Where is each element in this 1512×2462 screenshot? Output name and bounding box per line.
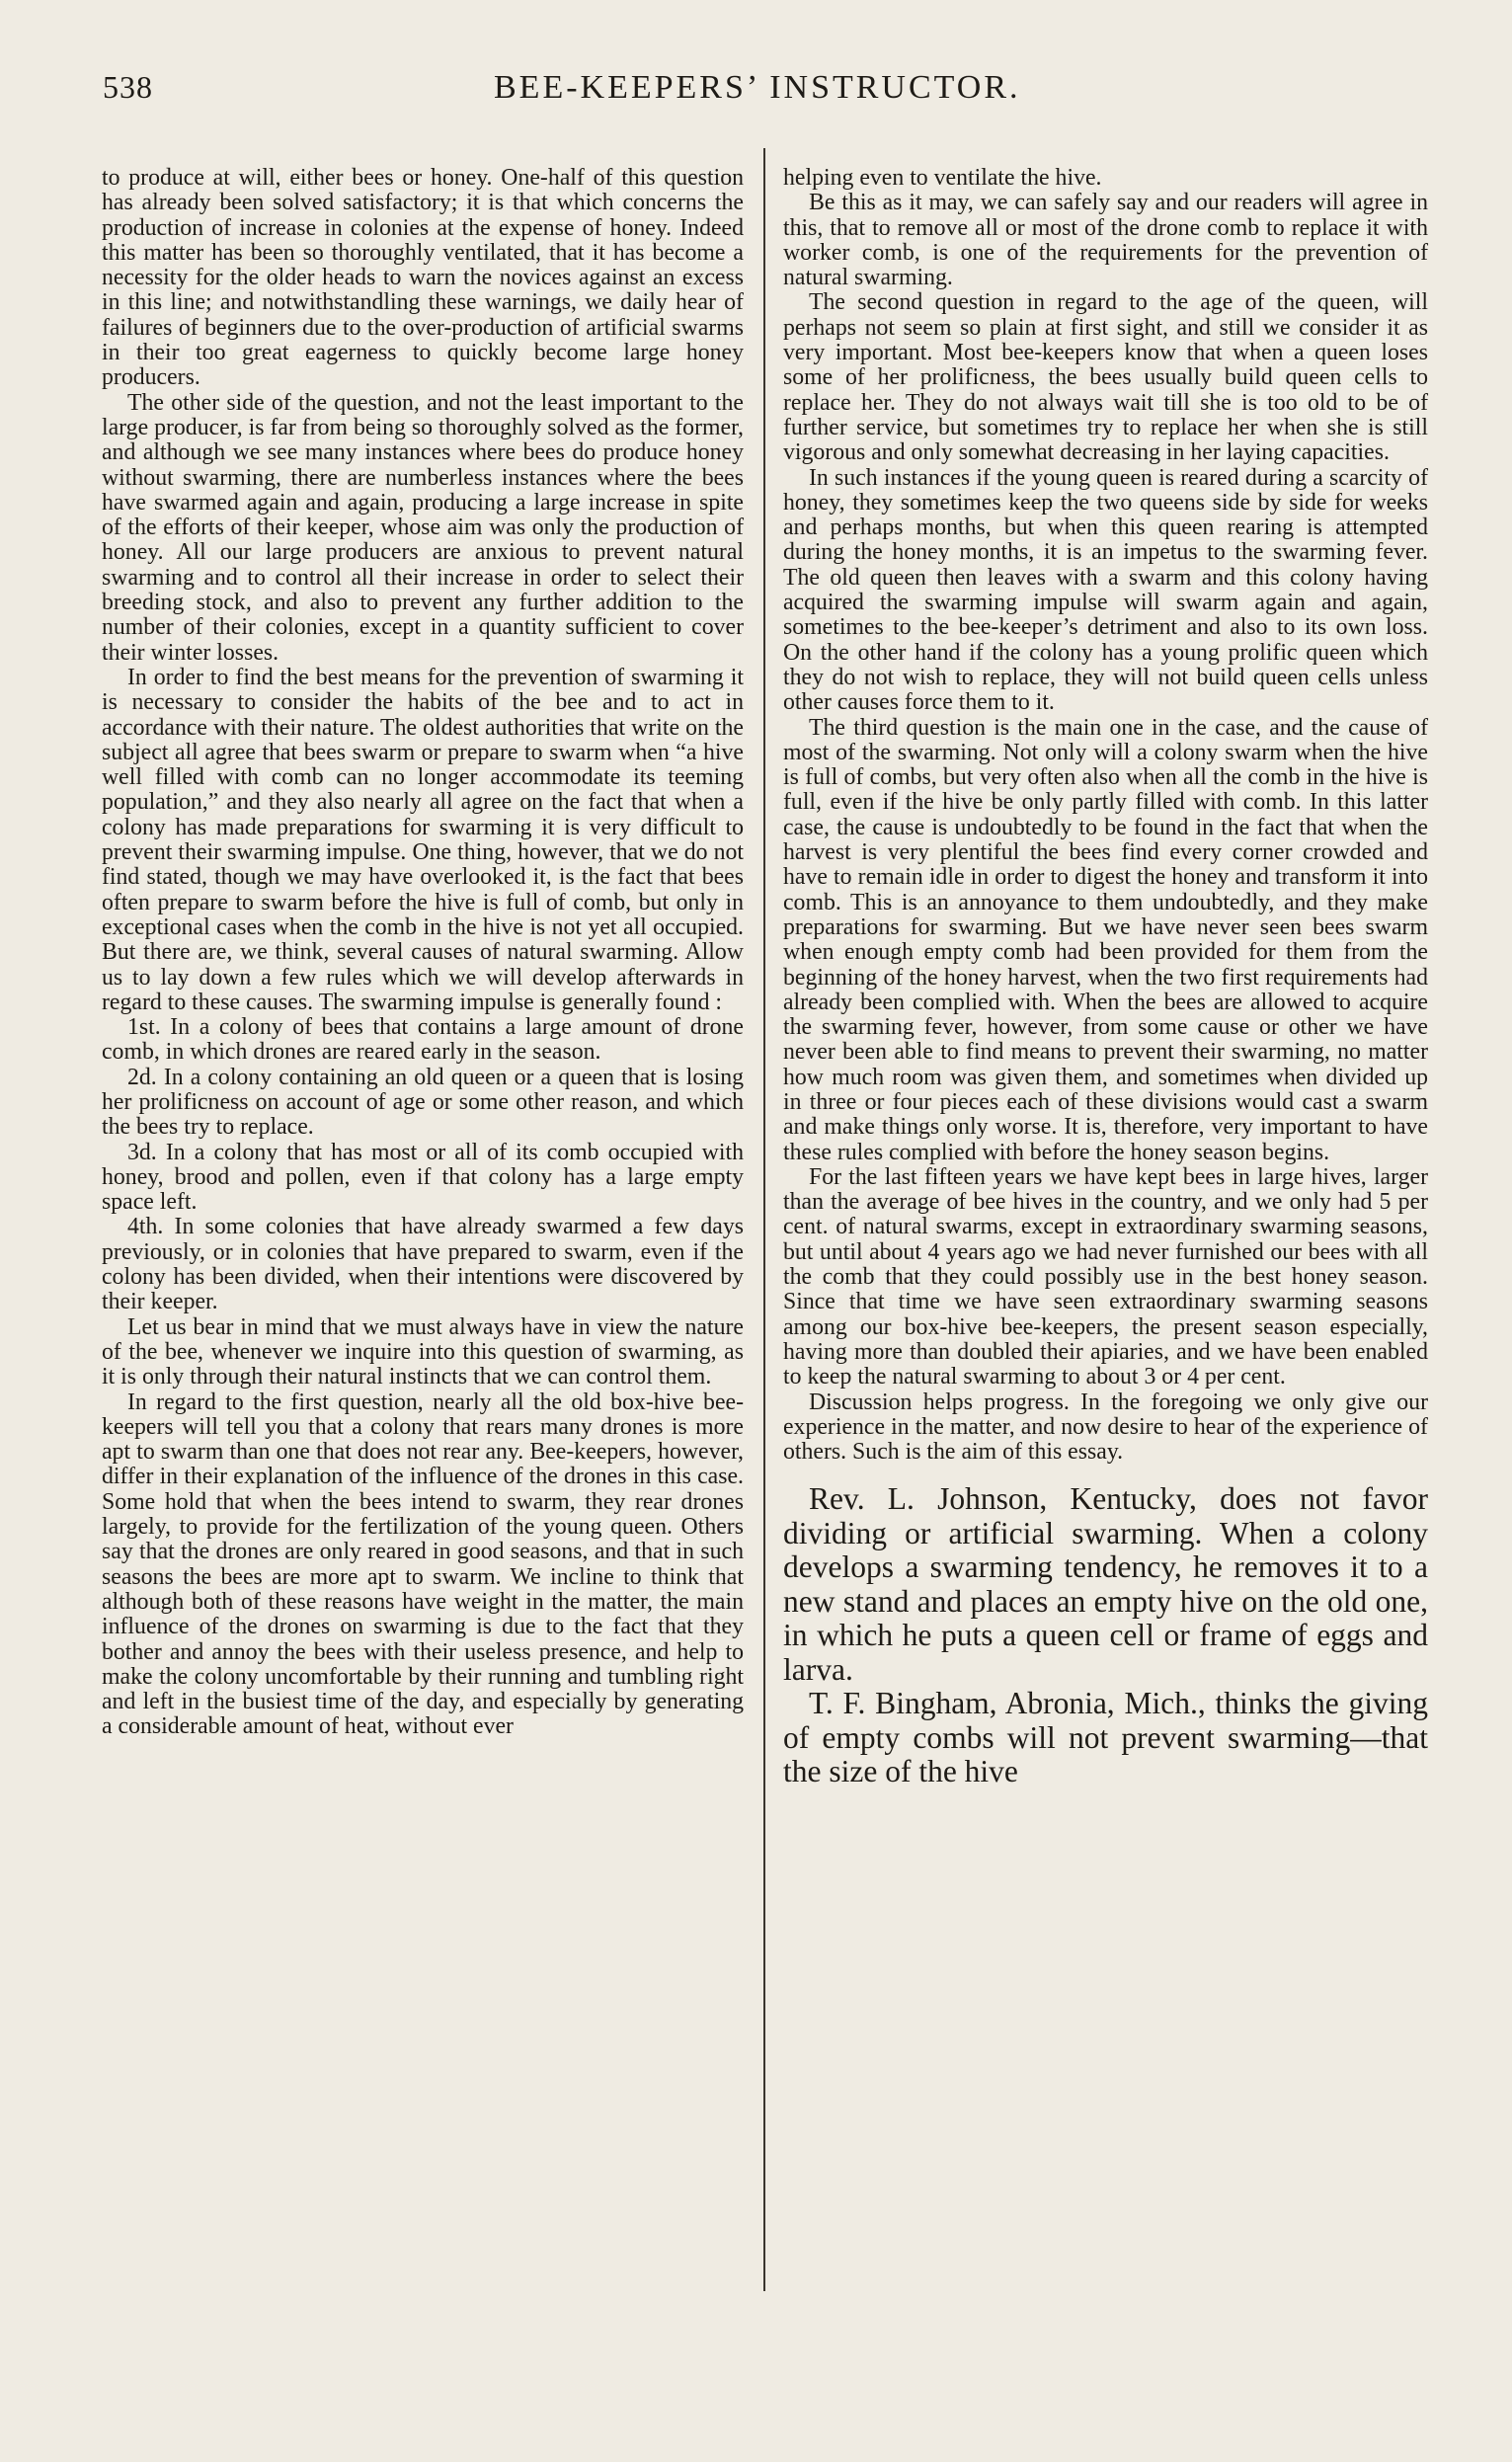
page-number: 538: [103, 69, 153, 105]
paragraph: In regard to the first question, nearly all the old box-hive bee-keepers will tell you that a colony that rears many drones is more apt to swarm than one that does not rear any. Bee-keepers, however, differ in their explanation of the influence of the drones in this case. Some hold that when the bees intend to swarm, they rear drones largely, to provide for the fertilization of the young queen. Others say that the drones are only reared in good seasons, and that in such seasons the bees are more apt to swarm. We incline to think that although both of these reasons have weight in the matter, the main influence of the drones on swarming is due to the fact that they bother and annoy the bees with their useless presence, and help to make the colony uncomfortable by their running and tumbling right and left in the busiest time of the day, and especially by generating a considerable amount of heat, without ever: [102, 1389, 744, 1740]
page-header: [0, 69, 1512, 119]
paragraph: Be this as it may, we can safely say and our readers will agree in this, that to remove all or most of the drone comb to replace it with worker comb, is one of the requirements for the prevention of natural swarming.: [783, 190, 1428, 291]
paragraph: 3d. In a colony that has most or all of its comb occupied with honey, brood and pollen, even if that colony has a large empty space left.: [102, 1139, 744, 1216]
paragraph: For the last fifteen years we have kept bees in large hives, larger than the average of bee hives in the country, and we only had 5 per cent. of natural swarms, except in extraordinary swarming seasons, but until about 4 years ago we had never furnished our bees with all the comb that they could possibly use in the best honey season. Since that time we have seen extraordinary swarming seasons among our box-hive bee-keepers, the present season especially, having more than doubled their apiaries, and we have been enabled to keep the natural swarming to about 3 or 4 per cent.: [783, 1163, 1428, 1390]
paragraph: Discussion helps progress. In the foregoing we only give our experience in the matter, and now desire to hear of the experience of others. Such is the aim of this essay.: [783, 1389, 1428, 1466]
running-title: BEE-KEEPERS’ INSTRUCTOR.: [494, 69, 1021, 106]
paragraph: In order to find the best means for the prevention of swarming it is necessary to consider the habits of the bee and to act in accordance with their nature. The oldest authorities that write on the subject all agree that bees swarm or prepare to swarm when “a hive well filled with comb can no longer accommodate its teeming population,” and they also nearly all agree on the fact that when a colony has made preparations for swarming it is very difficult to prevent their swarming impulse. One thing, however, that we do not find stated, though we may have overlooked it, is the fact that bees often prepare to swarm before the hive is full of comb, but only in exceptional cases when the comb in the hive is not yet all occupied. But there are, we think, several causes of natural swarming. Allow us to lay down a few rules which we will develop afterwards in regard to these causes. The swarming impulse is generally found :: [102, 664, 744, 1015]
paragraph: The other side of the question, and not the least important to the large producer, is far from being so thoroughly solved as the former, and although we see many instances where bees do produce honey without swarming, there are numberless instances where the bees have swarmed again and again, producing a large increase in spite of the efforts of their keeper, whose aim was only the production of honey. All our large producers are anxious to prevent natural swarming and to control all their increase in order to select their breeding stock, and also to prevent any further addition to the number of their colonies, except in a quantity sufficient to cover their winter losses.: [102, 389, 744, 666]
paragraph: In such instances if the young queen is reared during a scarcity of honey, they sometimes keep the two queens side by side for weeks and perhaps months, but when this queen rearing is attempted during the honey months, it is an impetus to the swarming fever. The old queen then leaves with a swarm and this colony having acquired the swarming impulse will swarm again and again, sometimes to the bee-keeper’s detriment and also to its own loss. On the other hand if the colony has a young prolific queen which they do not wish to replace, they will not build queen cells unless other causes force them to it.: [783, 464, 1428, 716]
paragraph: The third question is the main one in the case, and the cause of most of the swarming. Not only will a colony swarm when the hive is full of combs, but very often also when all the comb in the hive is full, even if the hive be only partly filled with comb. In this latter case, the cause is undoubtedly to be found in the fact that when the harvest is very plentiful the bees find every corner crowded and have to remain idle in order to digest the honey and transform it into comb. This is an annoyance to them undoubtedly, and they make preparations for swarming. But we have never seen bees swarm when enough empty comb had been provided for them from the beginning of the honey harvest, when the two first requirements had already been complied with. When the bees are allowed to acquire the swarming fever, however, from some cause or other we have never been able to find means to prevent their swarming, no matter how much room was given them, and sometimes when divided up in three or four pieces each of these divisions would cast a swarm and make things only worse. It is, therefore, very important to have these rules complied with before the honey season begins.: [783, 714, 1428, 1165]
paragraph: 1st. In a colony of bees that contains a large amount of drone comb, in which drones are reared early in the season.: [102, 1014, 744, 1066]
paragraph: Let us bear in mind that we must always have in view the nature of the bee, whenever we inquire into this question of swarming, as it is only through their natural instincts that we can control them.: [102, 1313, 744, 1390]
paragraph: 4th. In some colonies that have already swarmed a few days previously, or in colonies that have prepared to swarm, even if the colony has been divided, when their intentions were discovered by their keeper.: [102, 1214, 744, 1315]
left-column: [102, 166, 744, 1740]
correspondent-paragraph: T. F. Bingham, Abronia, Mich., thinks the giving of empty combs will not prevent swarming—that the size of the hive: [783, 1686, 1428, 1789]
correspondent-paragraph: Rev. L. Johnson, Kentucky, does not favor dividing or artificial swarming. When a colony develops a swarming tendency, he removes it to a new stand and places an empty hive on the old one, in which he puts a queen cell or frame of eggs and larva.: [783, 1481, 1428, 1687]
paragraph: to produce at will, either bees or honey. One-half of this question has already been solved satisfactory; it is that which concerns the production of increase in colonies at the expense of honey. Indeed this matter has been so thoroughly ventilated, that it has become a necessity for the older heads to warn the novices against an excess in this line; and notwithstandling these warnings, we daily hear of failures of beginners due to the over-production of artificial swarms in their too great eagerness to quickly become large honey producers.: [102, 165, 744, 391]
paragraph: helping even to ventilate the hive.: [783, 165, 1102, 191]
right-column: [783, 166, 1428, 1789]
paragraph: 2d. In a colony containing an old queen or a queen that is losing her prolificness on account of age or some other reason, and which the bees try to replace.: [102, 1064, 744, 1141]
column-divider: [763, 148, 765, 2291]
paragraph: The second question in regard to the age of the queen, will perhaps not seem so plain at first sight, and still we consider it as very important. Most bee-keepers know that when a queen loses some of her prolificness, the bees usually build queen cells to replace her. They do not always wait till she is too old to be of further service, but sometimes try to replace her when she is still vigorous and only somewhat decreasing in her laying capacities.: [783, 289, 1428, 466]
